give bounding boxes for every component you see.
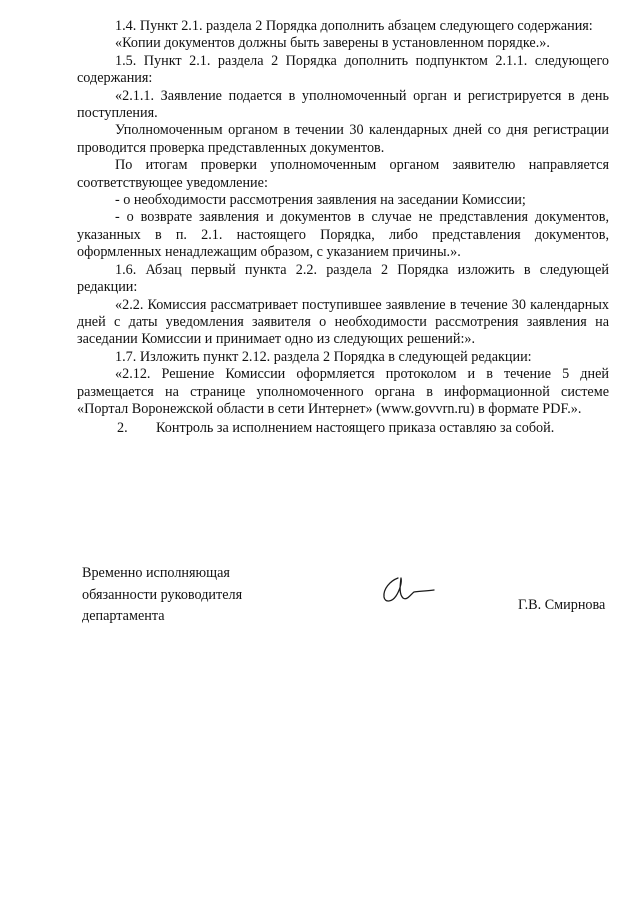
- document-body: [77, 18, 609, 438]
- paragraph-item-2: [77, 420, 609, 437]
- paragraph-notification: По итогам проверки уполномоченным органом заявителю направляется соответствующее уведомление:: [77, 157, 609, 191]
- signatory-name: Г.В. Смирнова: [518, 597, 606, 613]
- item-2-number: 2.: [117, 420, 128, 437]
- paragraph-1-7: 1.7. Изложить пункт 2.12. раздела 2 Порядка в следующей редакции:: [115, 348, 532, 365]
- handwritten-signature: [380, 572, 436, 606]
- position-line-2: обязанности руководителя: [82, 586, 243, 603]
- list-item-return: - о возврате заявления и документов в случае не представления документов, указанных в п. 2.1. настоящего Порядка, либо представления документов, оформленных ненадлежащим образом, с указанием причины.».: [77, 209, 609, 261]
- position-line-3: департамента: [82, 608, 165, 624]
- paragraph-review-period: Уполномоченным органом в течении 30 календарных дней со дня регистрации проводится проверка представленных документов.: [77, 122, 609, 156]
- paragraph-1-4: 1.4. Пункт 2.1. раздела 2 Порядка дополнить абзацем следующего содержания:: [115, 18, 593, 34]
- paragraph-2-12-quote: «2.12. Решение Комиссии оформляется протоколом и в течение 5 дней размещается на странице уполномоченного органа в информационной системе «Портал Воронежской области в сети Интернет» (www.govvrn.ru) в формате PDF.».: [77, 366, 609, 417]
- position-line-1: Временно исполняющая: [82, 565, 230, 581]
- paragraph-1-6: 1.6. Абзац первый пункта 2.2. раздела 2 Порядка изложить в следующей редакции:: [77, 261, 609, 296]
- list-item-commission: - о необходимости рассмотрения заявления на заседании Комиссии;: [115, 192, 526, 209]
- item-2-text: Контроль за исполнением настоящего приказа оставляю за собой.: [156, 420, 555, 437]
- paragraph-2-2-quote: «2.2. Комиссия рассматривает поступившее заявление в течение 30 календарных дней с даты уведомления заявителя о необходимости рассмотрения заявления на заседании Комиссии и принимает одно из следующих решений:».: [77, 296, 609, 348]
- paragraph-2-1-1: «2.1.1. Заявление подается в уполномоченный орган и регистрируется в день поступления.: [77, 87, 609, 122]
- paragraph-1-5: 1.5. Пункт 2.1. раздела 2 Порядка дополнить подпунктом 2.1.1. следующего содержания:: [77, 52, 609, 87]
- signatory-position: [82, 563, 242, 628]
- paragraph-1-4-quote: «Копии документов должны быть заверены в установленном порядке.».: [115, 35, 550, 52]
